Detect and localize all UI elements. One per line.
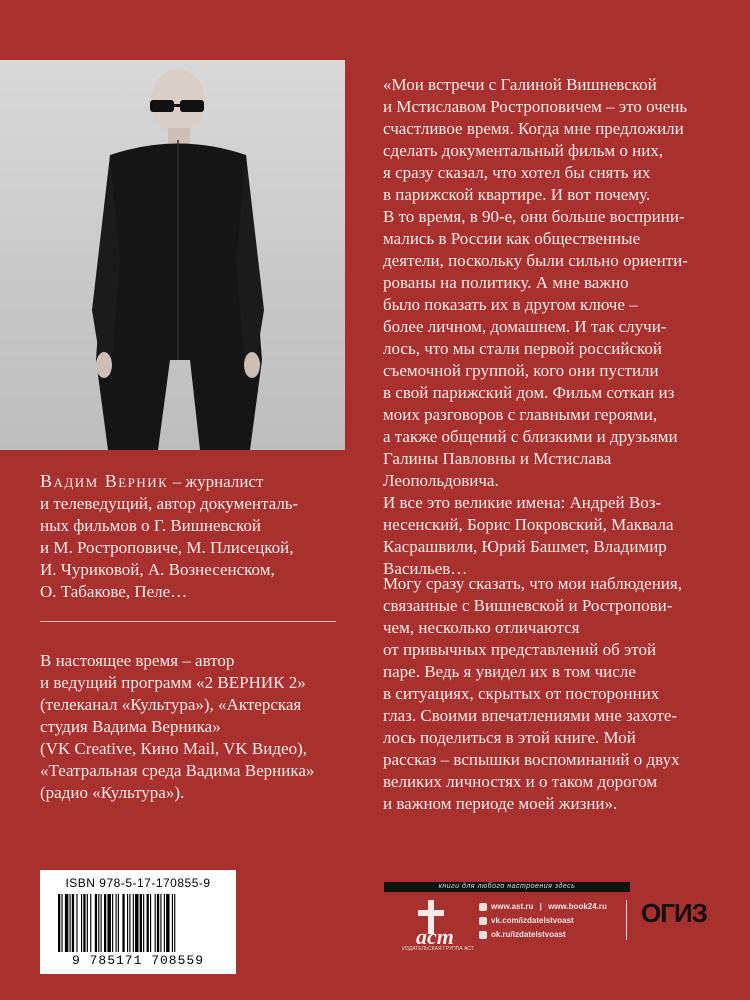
isbn-label: ISBN 978-5-17-170855-9 [65,876,211,890]
barcode-bar [135,894,138,952]
quote-line: в ситуациях, скрытых от посторонних [383,684,660,703]
quote-paragraph-2 [383,573,728,815]
quote-line: лось поделиться в этой книге. Мой [383,728,636,747]
ast-logo-caption: ИЗДАТЕЛЬСКАЯ ГРУППА АСТ [402,946,474,952]
barcode-bar [160,894,161,952]
bio-line: ных фильмов о Г. Вишневской [40,516,261,535]
barcode-bar [104,894,106,952]
quote-line: рассказ – вспышки воспоминаний о двух [383,750,680,769]
barcode-bar [133,894,134,952]
barcode-bar [127,894,128,952]
link-text[interactable]: www.book24.ru [548,902,607,911]
quote-line: деятели, поскольку были сильно ориенти- [383,251,688,270]
quote-line: паре. Ведь я увидел их в том числе [383,662,636,681]
programs-line: «Театральная среда Вадима Верника» [40,761,315,780]
link-text[interactable]: ok.ru/izdatelstvoast [491,930,566,939]
barcode-bar [87,894,88,952]
quote-line: в парижской квартире. И вот почему. [383,185,651,204]
barcode-bar [107,894,110,952]
barcode-bar [166,894,169,952]
quote-paragraph-1 [383,74,728,580]
ogiz-logo: ОГИЗ [641,898,707,928]
author-portrait-illustration [0,60,345,450]
programs-line: студия Вадима Верника» [40,717,221,736]
barcode-bar [76,894,77,952]
quote-line: съемочной группой, кого они пустили [383,361,659,380]
quote-line: Могу сразу сказать, что мои наблюдения, [383,574,682,593]
author-name: Вадим Верник [40,471,169,491]
quote-line: и Мстиславом Ростроповичем – это очень [383,97,688,116]
author-programs [40,650,340,804]
quote-line: мались в России как общественные [383,229,641,248]
quote-line: И все это великие имена: Андрей Воз- [383,493,662,512]
programs-line: (телеканал «Культура»), «Актерская [40,695,302,714]
ast-logo [410,898,468,948]
bio-line: – журналист [168,472,264,491]
quote-line: было показать их в другом ключе – [383,295,638,314]
quote-line: от привычных представлений об этой [383,640,657,659]
quote-line: В то время, в 90-е, они больше восприни- [383,207,685,226]
barcode-bar [122,894,124,952]
barcode-bar [61,894,62,952]
quote-line: более личном, домашнем. И так случи- [383,317,667,336]
barcode-bar [72,894,74,952]
quote-line: Васильев… [383,559,468,578]
programs-line: и ведущий программ «2 ВЕРНИК 2» [40,673,306,692]
barcode-bar [65,894,68,952]
quote-line: в свой парижский дом. Фильм соткан из [383,383,675,402]
barcode-bar [155,894,156,952]
quote-line: великих личностях и о таком дорогом [383,772,658,791]
publisher-divider [626,900,627,940]
barcode-bar [143,894,144,952]
link-text[interactable]: vk.com/izdatelstvoast [491,916,574,925]
quote-line: я сразу сказал, что хотел бы снять их [383,163,651,182]
ok-icon [479,931,487,939]
barcode-bar [95,894,97,952]
link-text[interactable]: www.ast.ru [491,902,534,911]
quote-line: Леопольдовича. [383,471,499,490]
programs-line: В настоящее время – автор [40,651,235,670]
author-bio [40,470,340,603]
quote-line: несенский, Борис Покровский, Маквала [383,515,674,534]
programs-line: (VK Creative, Кино Mail, VK Видео), [40,739,307,758]
section-divider [40,621,336,622]
quote-line: счастливое время. Когда мне предложили [383,119,684,138]
quote-line: глаз. Своими впечатлениями мне захоте- [383,706,678,725]
link-row[interactable] [479,914,607,928]
barcode-bar [90,894,91,952]
barcode-icon [58,894,218,952]
barcode-bar [98,894,99,952]
barcode-bar [164,894,165,952]
barcode-bar [129,894,130,952]
barcode-bar [112,894,113,952]
globe-icon [479,903,487,911]
link-row[interactable] [479,928,607,942]
barcode-bar [157,894,159,952]
barcode-bar [118,894,119,952]
quote-line: моих разговоров с главными героями, [383,405,658,424]
quote-line: лось, что мы стали первой российской [383,339,662,358]
barcode-bar [83,894,85,952]
quote-line: связанные с Вишневской и Ростропови- [383,596,673,615]
quote-line: Касрашвили, Юрий Башмет, Владимир [383,537,667,556]
quote-line: и важном периоде моей жизни». [383,794,618,813]
barcode-bar [172,894,173,952]
bio-line: и телеведущий, автор документаль- [40,494,299,513]
quote-line: «Мои встречи с Галиной Вишневской [383,75,657,94]
barcode-bar [58,894,60,952]
quote-line: чем, несколько отличаются [383,618,580,637]
quote-line: сделать документальный фильм о них, [383,141,664,160]
barcode-bar [140,894,142,952]
barcode-bar [81,894,82,952]
barcode-bar [174,894,175,952]
link-row[interactable]: www.ast.ru | www.book24.ru [479,900,607,914]
barcode-bar [116,894,117,952]
ast-logo-text: аст [416,924,454,948]
isbn-digits: 9 785171 708559 [71,953,205,968]
bio-line: и М. Ростроповиче, М. Плисецкой, [40,538,294,557]
barcode-bar [147,894,149,952]
vk-icon [479,917,487,925]
quote-line: рованы на политику. А мне важно [383,273,629,292]
programs-line: (радио «Культура»). [40,783,185,802]
publisher-tagline: книги для любого настроения здесь [384,882,630,892]
bio-line: И. Чуриковой, А. Вознесенском, [40,560,275,579]
barcode-bar [70,894,71,952]
quote-line: Галины Павловны и Мстислава [383,449,612,468]
bio-line: О. Табакове, Пеле… [40,582,188,601]
barcode-bar [101,894,102,952]
publisher-links [479,900,607,942]
quote-line: а также общений с близкими и друзьями [383,427,678,446]
author-photo [0,60,345,450]
barcode-bar [150,894,151,952]
isbn-barcode-box [40,870,236,974]
